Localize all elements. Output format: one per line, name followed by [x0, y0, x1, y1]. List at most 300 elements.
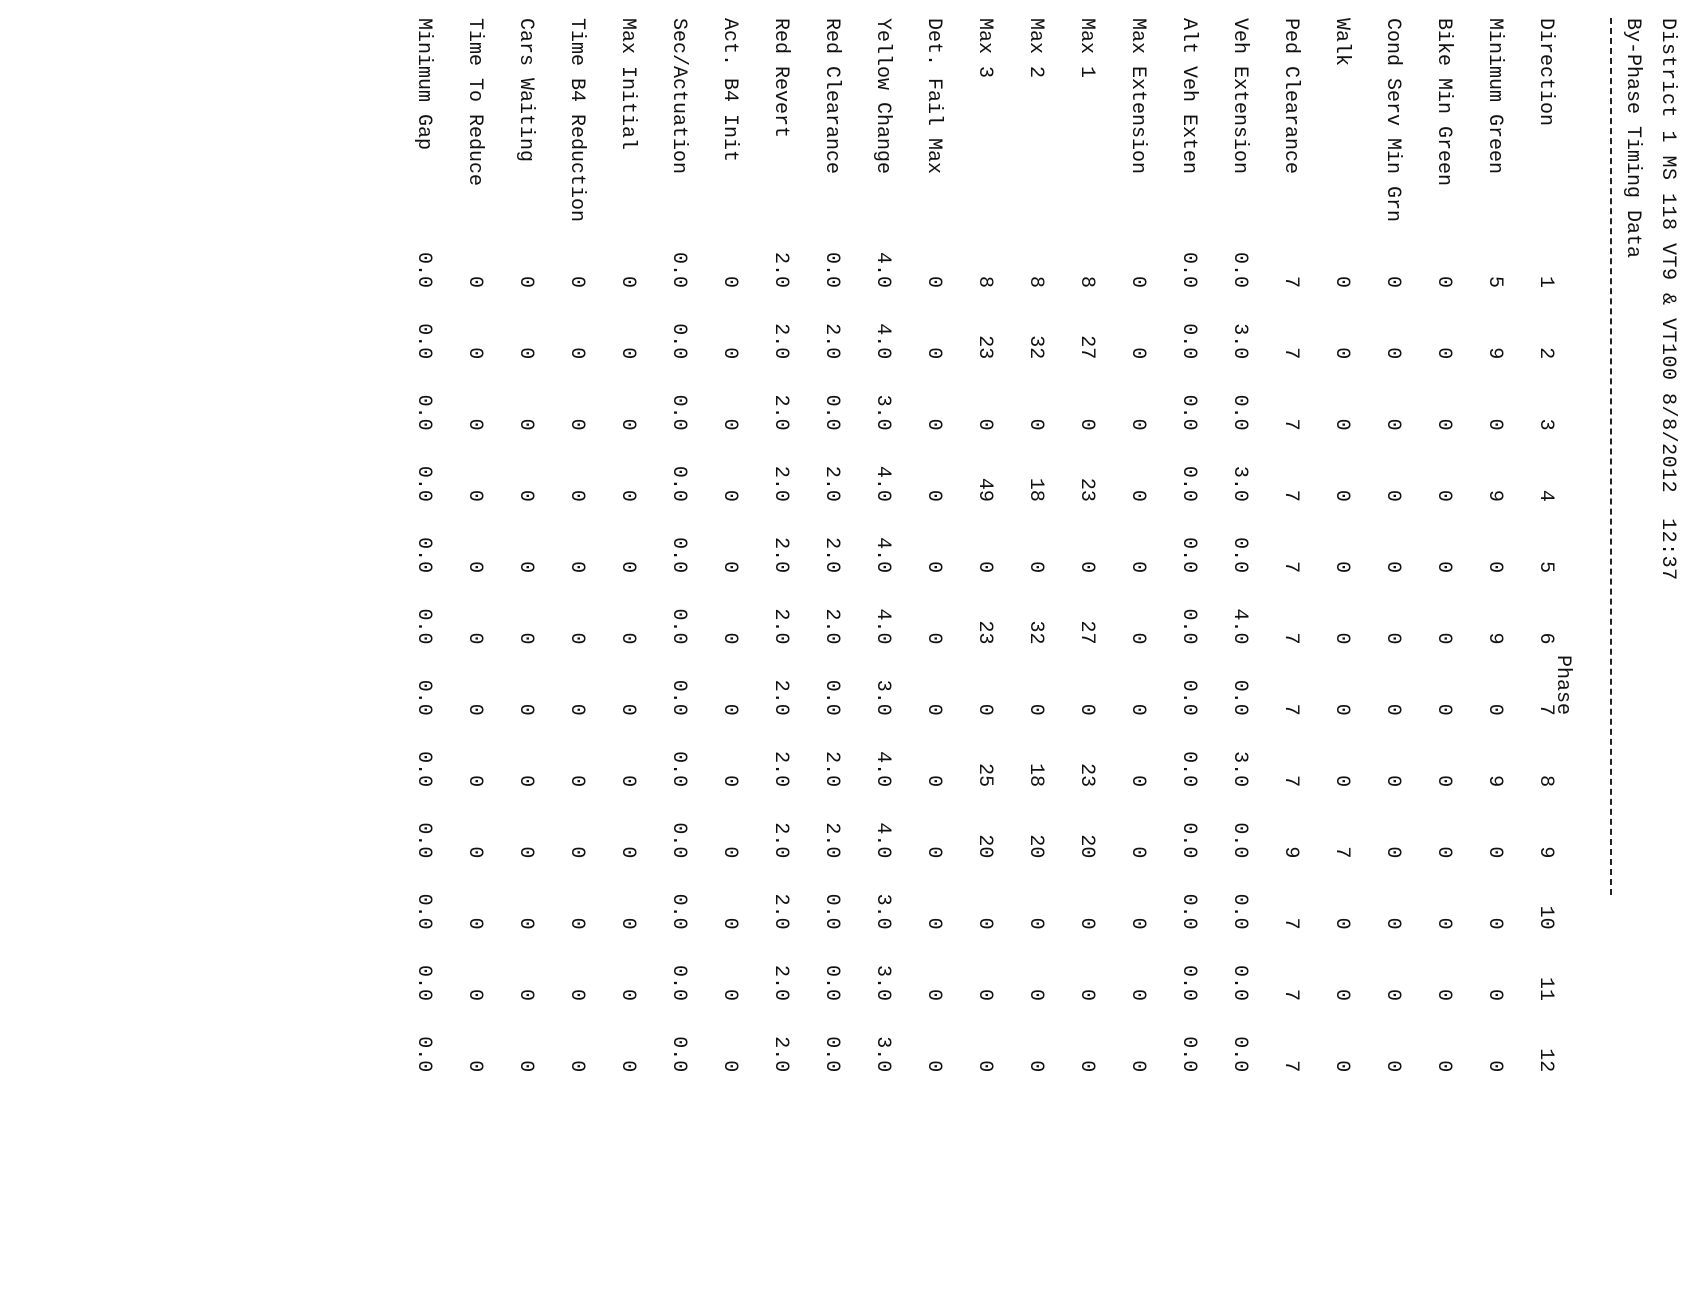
report-title: District 1 MS 118 VT9 & VT100 8/8/2012 12:37 — [1656, 18, 1679, 581]
table-cell: 32 — [1024, 335, 1047, 360]
row-label: Red Clearance — [820, 18, 843, 175]
table-cell: 2.0 — [769, 893, 792, 930]
table-cell: 0 — [1075, 418, 1098, 431]
row-label: Cars Waiting — [514, 18, 537, 163]
table-cell: 2.0 — [769, 323, 792, 360]
table-cell: 0.0 — [1177, 251, 1200, 288]
row-label: Time To Reduce — [463, 18, 486, 187]
table-cell: 0 — [463, 275, 486, 288]
table-cell: 0 — [1075, 703, 1098, 716]
table-cell: 18 — [1024, 763, 1047, 788]
table-cell: 7 — [1330, 846, 1353, 859]
table-cell: 0.0 — [667, 251, 690, 288]
table-cell: 0 — [922, 632, 945, 645]
table-cell: 0.0 — [1228, 679, 1251, 716]
row-label: Sec/Actuation — [667, 18, 690, 175]
table-cell: 20 — [1075, 834, 1098, 859]
table-cell: 0 — [1381, 846, 1404, 859]
table-cell: 0 — [973, 988, 996, 1001]
table-cell: 0 — [565, 418, 588, 431]
table-cell: 0 — [1381, 917, 1404, 930]
table-cell: 0 — [1330, 988, 1353, 1001]
table-cell: 2.0 — [820, 537, 843, 574]
table-cell: 0 — [1381, 988, 1404, 1001]
row-label: Max 3 — [973, 18, 996, 79]
table-cell: 0 — [565, 703, 588, 716]
table-cell: 3.0 — [1228, 465, 1251, 502]
table-cell: 0 — [1024, 988, 1047, 1001]
table-cell: 0 — [1330, 917, 1353, 930]
table-cell: 0 — [718, 275, 741, 288]
table-cell: 0.0 — [1228, 251, 1251, 288]
table-cell: 2.0 — [769, 679, 792, 716]
dashed-divider — [1610, 18, 1612, 895]
table-cell: 0 — [514, 489, 537, 502]
table-cell: 7 — [1279, 988, 1302, 1001]
table-cell: 0.0 — [667, 822, 690, 859]
table-cell: 0 — [1330, 489, 1353, 502]
report-subtitle: By-Phase Timing Data — [1621, 18, 1644, 259]
table-cell: 18 — [1024, 477, 1047, 502]
table-cell: 7 — [1279, 632, 1302, 645]
table-cell: 7 — [1534, 703, 1557, 716]
table-cell: 0 — [718, 418, 741, 431]
table-cell: 0 — [1483, 703, 1506, 716]
table-cell: 0 — [1330, 418, 1353, 431]
table-cell: 0.0 — [667, 751, 690, 788]
table-cell: 2.0 — [820, 465, 843, 502]
table-cell: 0 — [1483, 1060, 1506, 1073]
table-cell: 4.0 — [871, 537, 894, 574]
row-label: Red Revert — [769, 18, 792, 139]
table-cell: 0 — [1432, 703, 1455, 716]
table-cell: 0 — [616, 418, 639, 431]
table-cell: 0 — [565, 632, 588, 645]
table-cell: 0 — [463, 489, 486, 502]
table-cell: 4.0 — [871, 251, 894, 288]
table-cell: 1 — [1534, 275, 1557, 288]
table-cell: 0 — [463, 703, 486, 716]
table-cell: 12 — [1534, 1048, 1557, 1073]
table-cell: 0 — [973, 418, 996, 431]
table-cell: 0 — [718, 1060, 741, 1073]
table-cell: 5 — [1534, 561, 1557, 574]
table-cell: 7 — [1279, 489, 1302, 502]
table-cell: 0 — [718, 988, 741, 1001]
table-cell: 0 — [1024, 418, 1047, 431]
table-cell: 0 — [616, 561, 639, 574]
row-label: Direction — [1534, 18, 1557, 127]
table-cell: 0 — [922, 275, 945, 288]
table-cell: 0 — [463, 632, 486, 645]
table-cell: 4.0 — [871, 822, 894, 859]
table-cell: 0 — [514, 347, 537, 360]
table-cell: 0 — [1126, 846, 1149, 859]
table-cell: 0.0 — [412, 822, 435, 859]
table-cell: 0 — [1330, 1060, 1353, 1073]
table-cell: 7 — [1279, 1060, 1302, 1073]
table-cell: 9 — [1483, 347, 1506, 360]
table-cell: 0.0 — [820, 679, 843, 716]
table-cell: 3 — [1534, 418, 1557, 431]
table-cell: 0 — [1075, 561, 1098, 574]
table-cell: 0 — [922, 988, 945, 1001]
table-cell: 3.0 — [1228, 751, 1251, 788]
table-cell: 2.0 — [769, 822, 792, 859]
table-cell: 0 — [1381, 561, 1404, 574]
table-cell: 0 — [1126, 561, 1149, 574]
table-cell: 0 — [565, 489, 588, 502]
table-cell: 2.0 — [769, 608, 792, 645]
table-cell: 10 — [1534, 905, 1557, 930]
table-cell: 0 — [514, 917, 537, 930]
table-cell: 0.0 — [1177, 964, 1200, 1001]
table-cell: 0 — [1381, 703, 1404, 716]
table-cell: 0.0 — [667, 679, 690, 716]
table-cell: 20 — [973, 834, 996, 859]
table-cell: 7 — [1279, 418, 1302, 431]
table-cell: 0 — [1330, 775, 1353, 788]
table-cell: 0 — [718, 775, 741, 788]
row-label: Walk — [1330, 18, 1353, 67]
table-cell: 0 — [718, 561, 741, 574]
table-cell: 7 — [1279, 347, 1302, 360]
table-cell: 2.0 — [769, 465, 792, 502]
row-label: Max Initial — [616, 18, 639, 151]
table-cell: 0 — [1126, 489, 1149, 502]
table-cell: 0.0 — [412, 394, 435, 431]
table-cell: 0 — [1126, 632, 1149, 645]
table-cell: 0 — [1126, 347, 1149, 360]
table-cell: 4.0 — [871, 608, 894, 645]
table-cell: 0 — [565, 347, 588, 360]
table-cell: 27 — [1075, 335, 1098, 360]
table-cell: 0 — [463, 347, 486, 360]
table-cell: 2.0 — [769, 537, 792, 574]
table-cell: 23 — [973, 620, 996, 645]
table-cell: 9 — [1534, 846, 1557, 859]
table-cell: 0.0 — [820, 893, 843, 930]
row-label: Max 1 — [1075, 18, 1098, 79]
table-cell: 0 — [616, 703, 639, 716]
table-cell: 0 — [1483, 561, 1506, 574]
table-cell: 25 — [973, 763, 996, 788]
table-cell: 0 — [922, 703, 945, 716]
table-cell: 0 — [1432, 988, 1455, 1001]
table-cell: 0 — [1432, 561, 1455, 574]
table-cell: 0.0 — [1177, 608, 1200, 645]
table-cell: 0.0 — [1177, 1036, 1200, 1073]
table-cell: 0 — [514, 561, 537, 574]
table-cell: 0 — [1330, 632, 1353, 645]
table-cell: 0 — [463, 846, 486, 859]
table-cell: 0 — [616, 489, 639, 502]
table-cell: 0 — [1024, 703, 1047, 716]
table-cell: 3.0 — [1228, 323, 1251, 360]
table-cell: 2.0 — [769, 964, 792, 1001]
table-cell: 0.0 — [1228, 964, 1251, 1001]
table-cell: 27 — [1075, 620, 1098, 645]
table-cell: 0.0 — [1177, 537, 1200, 574]
table-cell: 0.0 — [1228, 394, 1251, 431]
table-cell: 8 — [1534, 775, 1557, 788]
table-cell: 0 — [922, 561, 945, 574]
table-cell: 2.0 — [820, 751, 843, 788]
phase-column-heading: Phase — [1551, 655, 1574, 716]
table-cell: 7 — [1279, 275, 1302, 288]
row-label: Act. B4 Init — [718, 18, 741, 163]
table-cell: 0 — [1126, 917, 1149, 930]
table-cell: 0 — [514, 632, 537, 645]
table-cell: 0 — [514, 418, 537, 431]
table-cell: 0 — [1483, 846, 1506, 859]
table-cell: 0.0 — [667, 893, 690, 930]
table-cell: 49 — [973, 477, 996, 502]
table-cell: 0 — [514, 703, 537, 716]
table-cell: 8 — [1024, 275, 1047, 288]
table-cell: 7 — [1279, 917, 1302, 930]
table-cell: 0 — [565, 988, 588, 1001]
table-cell: 0 — [565, 561, 588, 574]
table-cell: 9 — [1483, 489, 1506, 502]
table-cell: 0 — [565, 275, 588, 288]
table-cell: 0 — [922, 347, 945, 360]
table-cell: 0 — [1432, 1060, 1455, 1073]
row-label: Alt Veh Exten — [1177, 18, 1200, 175]
table-cell: 0 — [1381, 347, 1404, 360]
table-cell: 9 — [1483, 632, 1506, 645]
table-cell: 0 — [1024, 917, 1047, 930]
table-cell: 0.0 — [1177, 465, 1200, 502]
table-cell: 0 — [514, 775, 537, 788]
table-cell: 0.0 — [1177, 323, 1200, 360]
table-cell: 0 — [1126, 988, 1149, 1001]
table-cell: 2.0 — [820, 822, 843, 859]
table-cell: 0 — [565, 1060, 588, 1073]
table-cell: 0.0 — [412, 537, 435, 574]
table-cell: 0 — [616, 1060, 639, 1073]
table-cell: 0 — [718, 917, 741, 930]
table-cell: 0 — [1126, 703, 1149, 716]
table-cell: 7 — [1279, 703, 1302, 716]
table-cell: 6 — [1534, 632, 1557, 645]
table-cell: 0 — [922, 489, 945, 502]
table-cell: 0.0 — [820, 394, 843, 431]
table-cell: 4 — [1534, 489, 1557, 502]
table-cell: 0 — [565, 846, 588, 859]
table-cell: 0.0 — [1177, 893, 1200, 930]
table-cell: 0.0 — [667, 394, 690, 431]
row-label: Max Extension — [1126, 18, 1149, 175]
table-cell: 3.0 — [871, 679, 894, 716]
table-cell: 0 — [922, 1060, 945, 1073]
table-cell: 0 — [1381, 418, 1404, 431]
table-cell: 0 — [514, 1060, 537, 1073]
table-cell: 0.0 — [412, 679, 435, 716]
table-cell: 0.0 — [820, 964, 843, 1001]
table-cell: 0.0 — [667, 537, 690, 574]
table-cell: 0.0 — [412, 251, 435, 288]
table-cell: 9 — [1279, 846, 1302, 859]
table-cell: 11 — [1534, 976, 1557, 1001]
table-cell: 0 — [973, 703, 996, 716]
table-cell: 20 — [1024, 834, 1047, 859]
table-cell: 23 — [973, 335, 996, 360]
table-cell: 0 — [1381, 632, 1404, 645]
table-cell: 0 — [1075, 988, 1098, 1001]
table-cell: 0 — [973, 917, 996, 930]
table-cell: 3.0 — [871, 893, 894, 930]
table-cell: 0 — [922, 917, 945, 930]
table-cell: 4.0 — [871, 323, 894, 360]
table-cell: 0 — [922, 846, 945, 859]
table-cell: 0.0 — [667, 608, 690, 645]
table-cell: 0 — [718, 489, 741, 502]
table-cell: 7 — [1279, 561, 1302, 574]
table-cell: 0 — [1075, 917, 1098, 930]
table-cell: 0 — [514, 988, 537, 1001]
table-cell: 0 — [1483, 988, 1506, 1001]
table-cell: 0.0 — [1228, 537, 1251, 574]
table-cell: 0 — [463, 775, 486, 788]
table-cell: 0 — [1126, 775, 1149, 788]
table-cell: 0 — [565, 775, 588, 788]
row-label: Minimum Gap — [412, 18, 435, 151]
table-cell: 0 — [1432, 917, 1455, 930]
table-cell: 7 — [1279, 775, 1302, 788]
table-cell: 4.0 — [1228, 608, 1251, 645]
table-cell: 8 — [1075, 275, 1098, 288]
table-cell: 0 — [1381, 775, 1404, 788]
table-cell: 0.0 — [667, 1036, 690, 1073]
table-cell: 0 — [1024, 1060, 1047, 1073]
table-cell: 0 — [463, 917, 486, 930]
table-cell: 0 — [463, 561, 486, 574]
table-cell: 2.0 — [769, 394, 792, 431]
table-cell: 2.0 — [769, 751, 792, 788]
table-cell: 32 — [1024, 620, 1047, 645]
table-cell: 0.0 — [412, 1036, 435, 1073]
table-cell: 0 — [1075, 1060, 1098, 1073]
table-cell: 0.0 — [412, 608, 435, 645]
table-cell: 0 — [616, 775, 639, 788]
table-cell: 4.0 — [871, 751, 894, 788]
table-cell: 0 — [973, 561, 996, 574]
table-cell: 0 — [1432, 275, 1455, 288]
table-cell: 0 — [616, 632, 639, 645]
table-cell: 0 — [1330, 561, 1353, 574]
table-cell: 0 — [718, 632, 741, 645]
table-cell: 9 — [1483, 775, 1506, 788]
table-cell: 0.0 — [667, 465, 690, 502]
table-cell: 0 — [565, 917, 588, 930]
table-cell: 5 — [1483, 275, 1506, 288]
table-cell: 0 — [616, 917, 639, 930]
table-cell: 0 — [616, 988, 639, 1001]
table-cell: 0.0 — [820, 251, 843, 288]
table-cell: 0 — [616, 846, 639, 859]
table-cell: 2.0 — [820, 323, 843, 360]
table-cell: 2.0 — [769, 251, 792, 288]
table-cell: 0 — [616, 347, 639, 360]
table-cell: 3.0 — [871, 1036, 894, 1073]
table-cell: 0 — [1483, 418, 1506, 431]
table-cell: 0.0 — [1228, 893, 1251, 930]
table-cell: 0 — [1330, 703, 1353, 716]
table-cell: 3.0 — [871, 964, 894, 1001]
table-cell: 0 — [1024, 561, 1047, 574]
table-cell: 0.0 — [667, 323, 690, 360]
table-cell: 0 — [1432, 775, 1455, 788]
table-cell: 0 — [718, 703, 741, 716]
table-cell: 0 — [1432, 632, 1455, 645]
table-cell: 0 — [1126, 418, 1149, 431]
table-cell: 0 — [1330, 275, 1353, 288]
table-cell: 0.0 — [412, 751, 435, 788]
table-cell: 0 — [1126, 275, 1149, 288]
table-cell: 0 — [973, 1060, 996, 1073]
table-cell: 0 — [1432, 418, 1455, 431]
table-cell: 0 — [922, 418, 945, 431]
table-cell: 0.0 — [1177, 679, 1200, 716]
row-label: Max 2 — [1024, 18, 1047, 79]
table-cell: 0.0 — [412, 964, 435, 1001]
row-label: Bike Min Green — [1432, 18, 1455, 187]
row-label: Det. Fail Max — [922, 18, 945, 175]
table-cell: 0 — [1381, 1060, 1404, 1073]
table-cell: 0.0 — [1177, 751, 1200, 788]
table-cell: 0 — [1432, 846, 1455, 859]
table-cell: 0 — [463, 988, 486, 1001]
row-label: Ped Clearance — [1279, 18, 1302, 175]
table-cell: 8 — [973, 275, 996, 288]
table-cell: 0 — [1330, 347, 1353, 360]
table-cell: 0.0 — [412, 323, 435, 360]
table-cell: 0.0 — [1177, 394, 1200, 431]
table-cell: 0 — [463, 418, 486, 431]
row-label: Time B4 Reduction — [565, 18, 588, 223]
table-cell: 0.0 — [1228, 1036, 1251, 1073]
table-cell: 0 — [1432, 347, 1455, 360]
table-cell: 0 — [616, 275, 639, 288]
table-cell: 0 — [1126, 1060, 1149, 1073]
table-cell: 0 — [1381, 275, 1404, 288]
row-label: Minimum Green — [1483, 18, 1506, 175]
table-cell: 2 — [1534, 347, 1557, 360]
table-cell: 23 — [1075, 477, 1098, 502]
table-cell: 0.0 — [820, 1036, 843, 1073]
table-cell: 2.0 — [769, 1036, 792, 1073]
table-cell: 0 — [1483, 917, 1506, 930]
row-label: Yellow Change — [871, 18, 894, 175]
table-cell: 0 — [463, 1060, 486, 1073]
row-label: Cond Serv Min Grn — [1381, 18, 1404, 223]
table-cell: 0 — [718, 347, 741, 360]
table-cell: 4.0 — [871, 465, 894, 502]
table-cell: 3.0 — [871, 394, 894, 431]
table-cell: 0 — [514, 846, 537, 859]
table-cell: 0 — [1432, 489, 1455, 502]
table-cell: 2.0 — [820, 608, 843, 645]
table-cell: 0 — [1381, 489, 1404, 502]
table-cell: 0.0 — [412, 465, 435, 502]
table-cell: 0.0 — [1228, 822, 1251, 859]
table-cell: 0.0 — [1177, 822, 1200, 859]
table-cell: 23 — [1075, 763, 1098, 788]
table-cell: 0 — [514, 275, 537, 288]
table-cell: 0.0 — [667, 964, 690, 1001]
row-label: Veh Extension — [1228, 18, 1251, 175]
